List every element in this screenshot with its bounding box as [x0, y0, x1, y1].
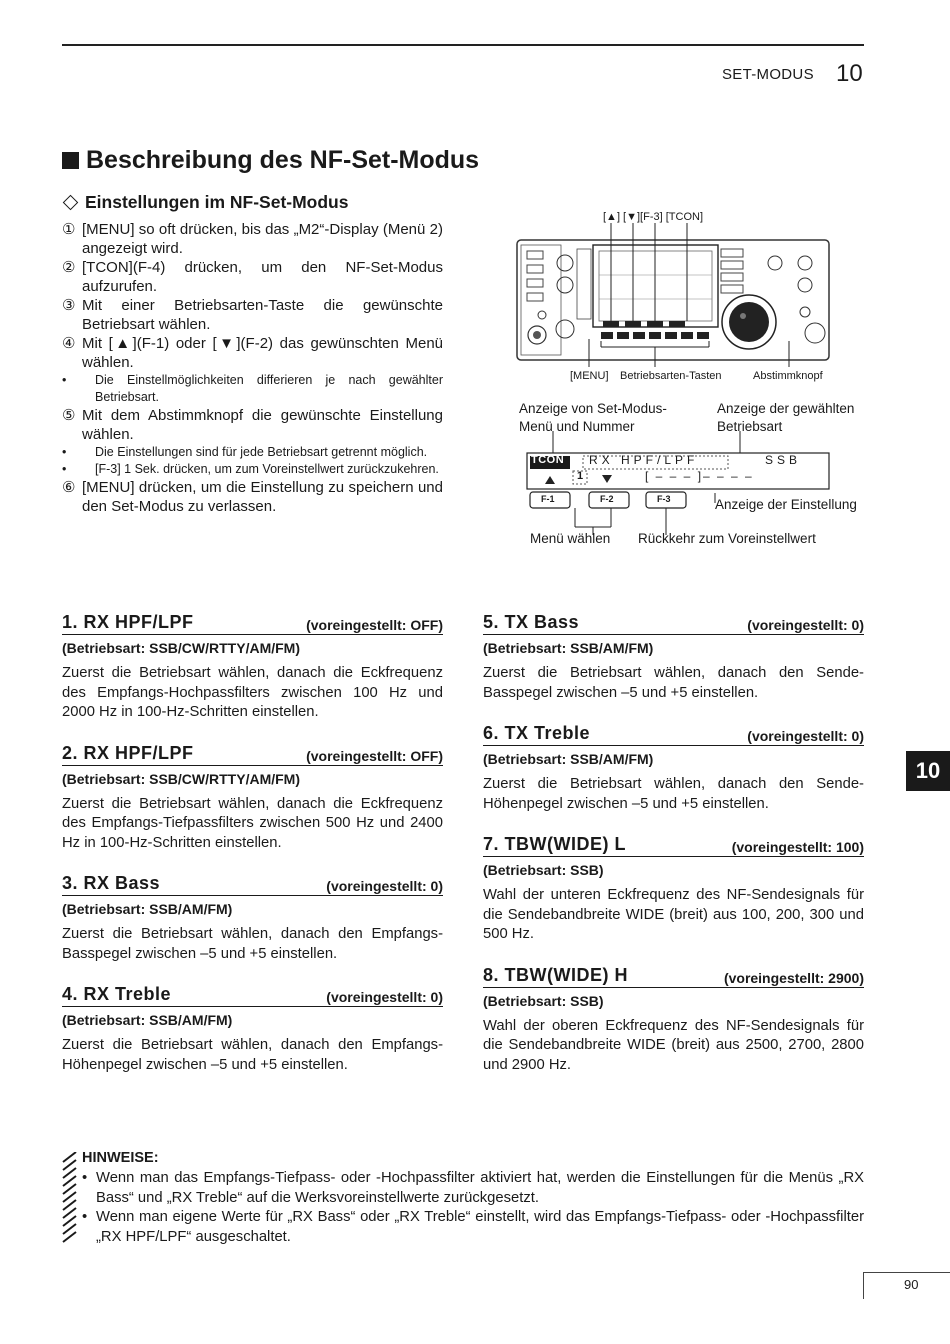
label-menu: [MENU]	[570, 370, 609, 382]
label-mode-keys: Betriebsarten-Tasten	[620, 370, 722, 382]
section-subtitle	[62, 192, 348, 213]
setting-title: 1. RX HPF/LPF	[62, 612, 194, 632]
note-text: Wenn man eigene Werte für „RX Bass“ oder „RX Treble“ einstellt, wird das Empfangs-Tiefpass- oder -Hochpassfilter „RX HPF/LPF“ ausgeschaltet.	[96, 1209, 864, 1245]
step-number: ⑤	[62, 407, 76, 424]
step-note-text: [F-3] 1 Sek. drücken, um zum Voreinstellwert zurückzukehren.	[95, 462, 439, 476]
setting-mode: (Betriebsart: SSB/AM/FM)	[483, 751, 654, 767]
setting-description: Zuerst die Betriebsart wählen, danach den Empfangs-Basspegel zwischen –5 und +5 einstellen.	[62, 926, 443, 962]
setting-mode: (Betriebsart: SSB/CW/RTTY/AM/FM)	[62, 770, 300, 787]
setting-description: Wahl der oberen Eckfrequenz des NF-Sendesignals für die Sendebandbreite WIDE (breit) aus 2500, 2700, 2800 und 2900 Hz.	[483, 1017, 864, 1073]
section-subtitle-text: Einstellungen im NF-Set-Modus	[85, 192, 349, 212]
f2-button: F-2	[600, 494, 614, 504]
label-tuning-knob: Abstimmknopf	[753, 370, 823, 382]
radio-diagram	[505, 205, 875, 555]
setting-default: (voreingestellt: 100)	[731, 839, 864, 855]
setting-description: Zuerst die Betriebsart wählen, danach den Empfangs-Höhenpegel zwischen –5 und +5 einstellen.	[62, 1037, 443, 1073]
setting-section	[62, 743, 443, 854]
label-reset-default: Rückkehr zum Voreinstellwert	[638, 531, 816, 546]
step-text: Mit einer Betriebsarten-Taste die gewünschte Betriebsart wählen.	[82, 297, 443, 333]
step-note-text: Die Einstellmöglichkeiten differieren je nach gewählter Betriebsart.	[95, 373, 443, 404]
setting-description: Zuerst die Betriebsart wählen, danach den Sende-Höhenpegel zwischen –5 und +5 einstellen.	[483, 776, 864, 812]
setting-default: (voreingestellt: 0)	[326, 989, 443, 1005]
notes-stripe-icon	[62, 1152, 78, 1247]
setting-section	[62, 984, 443, 1075]
footer-rule	[864, 1272, 950, 1273]
setting-title: 5. TX Bass	[483, 612, 580, 632]
setting-section	[483, 965, 864, 1076]
setting-default: (voreingestellt: OFF)	[306, 747, 443, 764]
label-mode-display: Anzeige der gewählten Betriebsart	[717, 401, 855, 434]
setting-section	[483, 612, 864, 703]
setting-default: (voreingestellt: 0)	[326, 878, 443, 894]
header-section: SET-MODUS	[722, 66, 814, 83]
setting-section	[62, 612, 443, 723]
lcd-mode: SSB	[765, 453, 802, 467]
setting-title: 6. TX Treble	[483, 723, 591, 743]
step-note-text: Die Einstellungen sind für jede Betriebsart getrennt möglich.	[95, 445, 428, 459]
chapter-tab: 10	[906, 751, 950, 791]
step-item	[62, 220, 443, 258]
diagram-top-label: [▲] [▼][F-3] [TCON]	[603, 211, 703, 223]
setting-section	[62, 873, 443, 964]
label-select-menu: Menü wählen	[530, 531, 611, 546]
step-note: • [F-3] 1 Sek. drücken, um zum Voreinstellwert zurückzukehren.	[62, 461, 443, 478]
step-note: • Die Einstellmöglichkeiten differieren je nach gewählter Betriebsart.	[62, 373, 443, 404]
step-number: ⑥	[62, 479, 76, 496]
notes-title: HINWEISE:	[82, 1150, 159, 1166]
setting-section	[483, 834, 864, 945]
step-text: Mit [▲](F-1) oder [▼](F-2) das gewünschten Menü wählen.	[82, 335, 443, 371]
setting-title: 4. RX Treble	[62, 984, 172, 1004]
page-number: 90	[904, 1277, 919, 1292]
setting-description: Wahl der unteren Eckfrequenz des NF-Sendesignals für die Sendebandbreite WIDE (breit) aus 100, 200, 300 und 500 Hz.	[483, 887, 864, 942]
label-setting-display: Anzeige der Einstellung	[715, 497, 857, 512]
step-number: ④	[62, 335, 76, 352]
step-note: • Die Einstellungen sind für jede Betriebsart getrennt möglich.	[62, 444, 443, 461]
setting-mode: (Betriebsart: SSB)	[483, 992, 604, 1009]
step-item	[62, 406, 443, 444]
lcd-value: [ – – – ]– – – –	[645, 469, 754, 483]
step-text: Mit dem Abstimmknopf die gewünschte Einstellung wählen.	[82, 407, 443, 443]
page-title	[62, 146, 479, 175]
f3-button: F-3	[657, 494, 671, 504]
step-item	[62, 478, 443, 516]
note-text: Wenn man das Empfangs-Tiefpass- oder -Hochpassfilter aktiviert hat, werden die Einstellungen für die Menüs „RX Bass“ und „RX Treble“ auf die Werksvoreinstellwerte zurückgesetzt.	[96, 1170, 864, 1206]
header-chapter: 10	[836, 60, 863, 87]
setting-description: Zuerst die Betriebsart wählen, danach die Eckfrequenz des Empfangs-Hochpassfilters zwischen 100 Hz und 2000 Hz in 100-Hz-Schritten einstellen.	[62, 665, 443, 720]
diamond-bullet-icon	[63, 195, 79, 211]
setting-default: (voreingestellt: 2900)	[723, 969, 864, 986]
step-text: [TCON](F-4) drücken, um den NF-Set-Modus aufzurufen.	[82, 259, 443, 295]
step-text: [MENU] so oft drücken, bis das „M2“-Display (Menü 2) angezeigt wird.	[82, 221, 443, 257]
lcd-menu-number: 1	[577, 470, 584, 482]
step-number: ①	[62, 221, 76, 238]
f1-button: F-1	[541, 494, 555, 504]
step-text: [MENU] drücken, um die Einstellung zu speichern und den Set-Modus zu verlassen.	[82, 479, 443, 515]
step-item	[62, 296, 443, 334]
setting-title: 8. TBW(WIDE) H	[483, 964, 628, 985]
notes-list	[82, 1169, 864, 1247]
setting-mode: (Betriebsart: SSB/CW/RTTY/AM/FM)	[62, 640, 300, 656]
header-rule	[62, 44, 864, 46]
setting-title: 2. RX HPF/LPF	[62, 742, 194, 763]
setting-description: Zuerst die Betriebsart wählen, danach die Eckfrequenz des Empfangs-Tiefpassfilters zwischen 500 Hz und 2400 Hz in 100-Hz-Schritten einstellen.	[62, 795, 443, 851]
note-item: • Wenn man eigene Werte für „RX Bass“ oder „RX Treble“ einstellt, wird das Empfangs-Tiefpass- oder -Hochpassfilter „RX HPF/LPF“ ausgeschaltet.	[82, 1209, 864, 1245]
note-item: • Wenn man das Empfangs-Tiefpass- oder -Hochpassfilter aktiviert hat, werden die Einstellungen für die Menüs „RX Bass“ und „RX Treble“ auf die Werksvoreinstellwerte zurückgesetzt.	[82, 1170, 864, 1206]
setting-section	[483, 723, 864, 814]
setting-title: 3. RX Bass	[62, 873, 161, 893]
setting-mode: (Betriebsart: SSB)	[483, 862, 604, 878]
lcd-tcon: TCON	[531, 454, 565, 466]
step-number: ③	[62, 297, 76, 314]
setting-title: 7. TBW(WIDE) L	[483, 834, 626, 854]
setting-mode: (Betriebsart: SSB/AM/FM)	[483, 640, 654, 656]
step-list	[62, 220, 443, 516]
square-bullet-icon	[62, 152, 79, 169]
setting-mode: (Betriebsart: SSB/AM/FM)	[62, 901, 233, 917]
label-set-menu-display: Anzeige von Set-Modus- Menü und Nummer	[519, 401, 667, 434]
setting-default: (voreingestellt: OFF)	[306, 617, 443, 633]
setting-default: (voreingestellt: 0)	[747, 728, 864, 744]
setting-default: (voreingestellt: 0)	[747, 617, 864, 633]
step-item	[62, 334, 443, 372]
setting-description: Zuerst die Betriebsart wählen, danach den Sende-Basspegel zwischen –5 und +5 einstellen.	[483, 665, 864, 701]
section-column-left	[62, 612, 443, 1075]
step-number: ②	[62, 259, 76, 276]
footer-rule-vertical	[863, 1272, 864, 1299]
lcd-menu-name: RX HPF/LPF	[589, 453, 699, 467]
step-item	[62, 258, 443, 296]
section-column-right	[483, 612, 864, 1075]
setting-mode: (Betriebsart: SSB/AM/FM)	[62, 1012, 233, 1028]
page-title-text: Beschreibung des NF-Set-Modus	[86, 146, 480, 174]
